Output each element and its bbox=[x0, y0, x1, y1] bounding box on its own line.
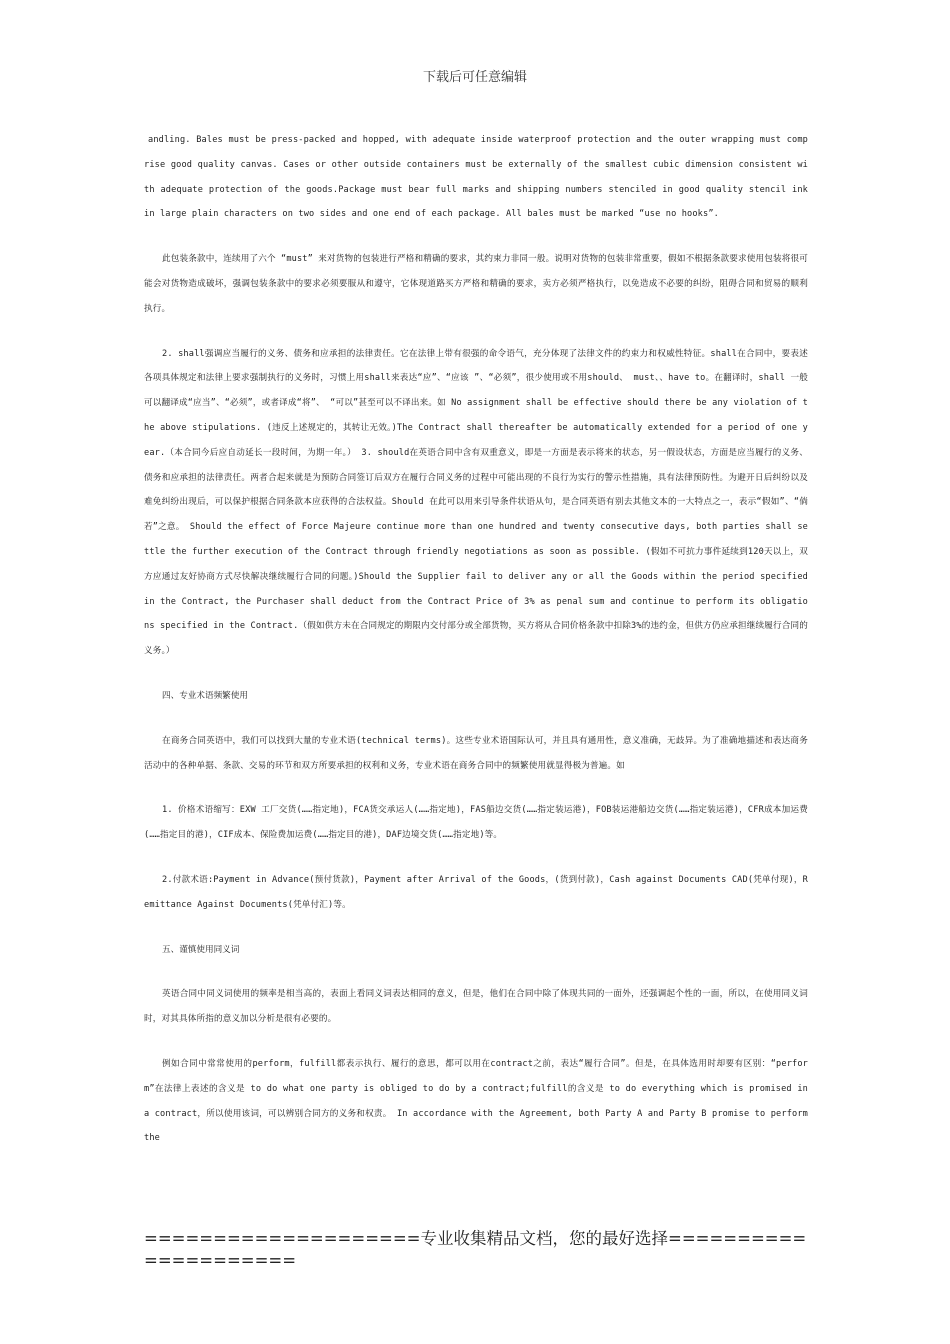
paragraph-shall-should: 2. shall强调应当履行的义务、债务和应承担的法律责任。它在法律上带有很强的命令语气，充分体现了法律文件的约束力和权威性特征。shall在合同中，要表述各项具体规定和法律上要求强制执行的义务时，习惯上用shall来表达“应”、“应该 ”、“必须”，很少使用或不用should、 must、、have to。在翻译时，shall 一般可以翻译成“应当”、“必须”，或者译成“将”、 “可以”甚至可以不译出来。如 No assignment shall be effective should there be any violation of the above stipulations. (违反上述规定的，其转让无效。)The Contract shall thereafter be automatically extended for a period of one year.（本合同今后应自动延长一段时间，为期一年。） 3. should在英语合同中含有双重意义，即是一方面是表示将来的状态，另一假设状态，方面是应当履行的义务、债务和应承担的法律责任。两者合起来就是为预防合同签订后双方在履行合同义务的过程中可能出现的不良行为实行的警示性措施，具有法律预防性。为避开日后纠纷以及难免纠纷出现后，可以保护根据合同条款本应获得的合法权益。Should 在此可以用来引导条件状语从句，是合同英语有别去其他文本的一大特点之一，表示“假如”、“倘若”之意。 Should the effect of Force Majeure continue more than one hundred and twenty consecutive days, both parties shall settle the further execution of the Contract through friendly negotiations as soon as possible. (假如不可抗力事件延续到120天以上，双方应通过友好协商方式尽快解决继续履行合同的问题。)Should the Supplier fail to deliver any or all the Goods within the period specified in the Contract, the Purchaser shall deduct from the Contract Price of 3% as penal sum and continue to perform its obligations specified in the Contract.（假如供方未在合同规定的期限内交付部分或全部货物，买方将从合同价格条款中扣除3%的违约金，但供方仍应承担继续履行合同的义务。） bbox=[144, 348, 808, 657]
paragraph-price-terms: 1. 价格术语缩写：EXW 工厂交货(……指定地)，FCA货交承运人(……指定地)，FAS船边交货(……指定装运港)，FOB装运港船边交货(……指定装运港)，CFR成本加运费(……指定目的港)，CIF成本、保险费加运费(……指定目的港)，DAF边境交货(……指定地)等。 bbox=[144, 805, 808, 841]
paragraph-technical-terms: 在商务合同英语中，我们可以找到大量的专业术语(technical terms)。这些专业术语国际认可，并且具有通用性，意义准确，无歧异。为了准确地描述和表达商务活动中的各种单据、条款、交易的环节和双方所要承担的权利和义务，专业术语在商务合同中的频繁使用就显得极为普遍。如 bbox=[144, 735, 808, 771]
page-header: 下载后可任意编辑 bbox=[422, 70, 527, 85]
paragraph-packing-clause: andling. Bales must be press-packed and hopped, with adequate inside waterproof protection and the outer wrapping must comprise good quality canvas. Cases or other outside containers must be externally of the smallest cubic dimension consistent with adequate protection of the goods.Package must bear full marks and shipping numbers stenciled in good quality stencil ink in large plain characters on two sides and one end of each package. All bales must be marked “use no hooks”. bbox=[144, 135, 808, 220]
paragraph-must-analysis: 此包装条款中，连续用了六个 “must” 来对货物的包装进行严格和精确的要求，其约束力非同一般。说明对货物的包装非常重要，假如不根据条款要求使用包装将很可能会对货物造成破坏，强调包装条款中的要求必须要服从和遵守，它体现道路买方严格和精确的要求，卖方必须严格执行，以免造成不必要的纠纷，阻碍合同和贸易的顺利执行。 bbox=[144, 254, 808, 314]
paragraph-synonyms: 英语合同中同义词使用的频率是相当高的，表面上看同义词表达相同的意义，但是，他们在合同中除了体现共同的一面外，还强调起个性的一面，所以，在使用同义词时，对其具体所指的意义加以分析是很有必要的。 bbox=[144, 989, 808, 1025]
section-heading-technical-terms: 四、专业术语频繁使用 bbox=[162, 690, 248, 701]
section-heading-synonyms: 五、谨慎使用同义词 bbox=[162, 944, 240, 955]
page-footer: ====================专业收集精品文档，您的最好选择===================== bbox=[144, 1229, 807, 1270]
paragraph-perform-fulfill: 例如合同中常常使用的perform，fulfill都表示执行、履行的意思，都可以用在contract之前，表达“履行合同”。但是，在具体选用时却要有区别：“perform”在法律上表述的含义是 to do what one party is obliged to do by a contract;fulfill的含义是 to do everything which is promised in a contract，所以使用该词，可以辨别合同方的义务和权责。 In accordance with the Agreement, both Party A and Party B promise to perform the bbox=[144, 1058, 808, 1144]
paragraph-payment-terms: 2.付款术语:Payment in Advance(预付货款)，Payment after Arrival of the Goods，(货到付款)，Cash against Documents CAD(凭单付现)，Remittance Against Documents(凭单付汇)等。 bbox=[144, 874, 808, 910]
document-body bbox=[144, 128, 808, 1171]
